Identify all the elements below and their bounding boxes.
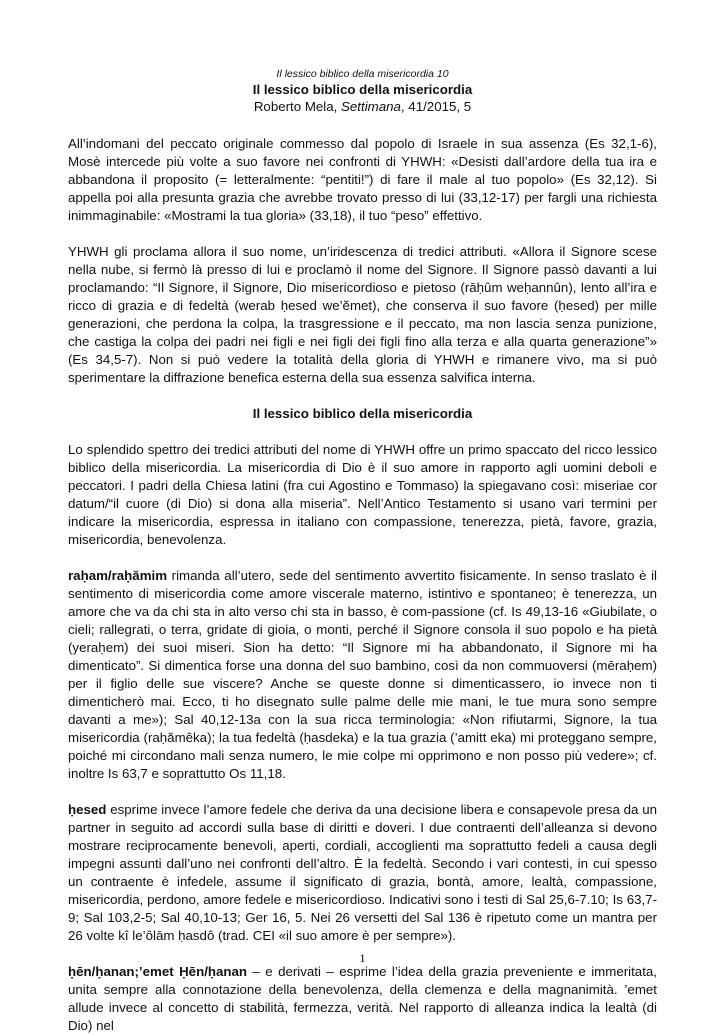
byline-journal: Settimana [341,99,401,114]
paragraph-thirteen-attributes: YHWH gli proclama allora il suo nome, un’iridescenza di tredici attributi. «Allora il Signore scese nella nube, si fermò là presso di lui e proclamò il nome del Signore. Il Signore passò davanti a lui proclamando: “Il Signore, il Signore, Dio misericordioso e pietoso (rāḥûm weḥannûn), lento all’ira e ricco di grazia e di fedeltà (werab ḥesed we’ĕmet), che conserva il suo favore (ḥesed) per mille generazioni, che perdona la colpa, la trasgressione e il peccato, ma non lascia senza punizione, che castiga la colpa dei padri nei figli e nei figli dei figli fino alla terza e alla quarta generazione”» (Es 34,5-7). Non si può vedere la totalità della gloria di YHWH e rimanere vivo, ma si può sperimentare la diffrazione benefica esterna della sua essenza salvifica interna. [68,244,657,385]
document-page [68,68,657,1035]
byline [68,98,657,115]
paragraph-raham-text: rimanda all’utero, sede del sentimento avvertito fisicamente. In senso traslato è il sentimento di misericordia come amore viscerale materno, istintivo e spontaneo; è tenerezza, un amore che va da chi sta in alto verso chi sta in basso, è com-passione (cf. Is 49,13-16 «Giubilate, o cieli; rallegrati, o terra, gridate di gioia, o monti, perché il Signore consola il suo popolo e ha pietà (yeraḥem) dei suoi miseri. Sion ha detto: “Il Signore mi ha abbandonato, il Signore mi ha dimenticato”. Si dimentica forse una donna del suo bambino, così da non commuoversi (mēraḥem) per il figlio delle sue viscere? Anche se queste donne si dimenticassero, io invece non ti dimenticherò mai. Ecco, ti ho disegnato sulle palme delle mie mani, le tue mura sono sempre davanti a me»); Sal 40,12-13a con la sua ricca terminologia: «Non rifiutarmi, Signore, la tua misericordia (raḥămêka); la tua fedeltà (ḥasdeka) e la tua grazia (’amitt eka) mi proteggano sempre, poiché mi circondano mali senza numero, le mie colpe mi opprimono e non posso più vedere»; cf. inoltre Is 63,7 e soprattutto Os 11,18. [68,568,657,781]
paragraph-hesed-text: esprime invece l’amore fedele che deriva da una decisione libera e consapevole presa da un partner in seguito ad accordi sulla base di diritti e doveri. I due contraenti dell’alleanza si devono mostrare reciprocamente benevoli, aperti, cordiali, accoglienti ma soprattutto fedeli a causa degli impegni assunti dall’uno nei confronti dell’altro. È la fedeltà. Secondo i vari contesti, in cui spesso un contraente è infedele, assume il significato di grazia, bontà, amore, lealtà, compassione, misericordia, perdono, amore fedele e misericordioso. Indicativi sono i testi di Sal 25,6-7.10; Is 63,7-9; Sal 103,2-5; Sal 40,10-13; Ger 16, 5. Nei 26 versetti del Sal 136 è ripetuto come un mantra per 26 volte kî le’ôlām ḥasdô (trad. CEI «il suo amore è per sempre»). [68,802,657,943]
paragraph-raham [68,567,657,783]
term-raham: raḥam/raḥămim [68,568,168,583]
page-number: 1 [359,951,366,965]
byline-issue: , 41/2015, 5 [400,99,472,114]
paragraph-intro: All’indomani del peccato originale commesso dal popolo di Israele in sua assenza (Es 32,1-6), Mosè intercede più volte a suo favore nei confronti di YHWH: «Desisti dall’ardore della tua ira e abbandona il proposito (= letteralmente: “pentiti!”) di fare il male al tuo popolo» (Es 32,12). Si appella poi alla presunta grazia che avrebbe trovato presso di lui (33,12-17) per fargli una richiesta inimmaginabile: «Mostrami la tua gloria» (33,18), il tuo “peso” effettivo. [68,136,657,223]
section-heading: Il lessico biblico della misericordia [252,406,473,421]
paragraph-hen-emet [68,963,657,1035]
term-hen-emet: ḥēn/ḥanan;’emet Ḥēn/ḥanan [68,964,248,979]
byline-author: Roberto Mela, [253,99,342,114]
paragraph-hen-emet-text: – e derivati – esprime l’idea della grazia preveniente e immeritata, unita sempre alla connotazione della benevolenza, della clemenza e della magnanimità. ’emet allude invece al concetto di stabilità, fermezza, verità. Nel rapporto di alleanza indica la lealtà (di Dio) nel [68,964,657,1033]
running-title: Il lessico biblico della misericordia 10 [276,68,449,80]
paragraph-hesed [68,801,657,945]
term-hesed: ḥesed [68,802,107,817]
paragraph-lexicon-intro: Lo splendido spettro dei tredici attributi del nome di YHWH offre un primo spaccato del ricco lessico biblico della misericordia. La misericordia di Dio è il suo amore in rapporto agli uomini deboli e peccatori. I padri della Chiesa latini (fra cui Agostino e Tommaso) la spiegavano così: miseriae cor datum/“il cuore (di Dio) si dona alla miseria”. Nell’Antico Testamento si usano vari termini per indicare la misericordia, espressa in italiano con compassione, tenerezza, pietà, favore, grazia, misericordia, benevolenza. [68,442,657,547]
document-title: Il lessico biblico della misericordia [252,82,473,97]
